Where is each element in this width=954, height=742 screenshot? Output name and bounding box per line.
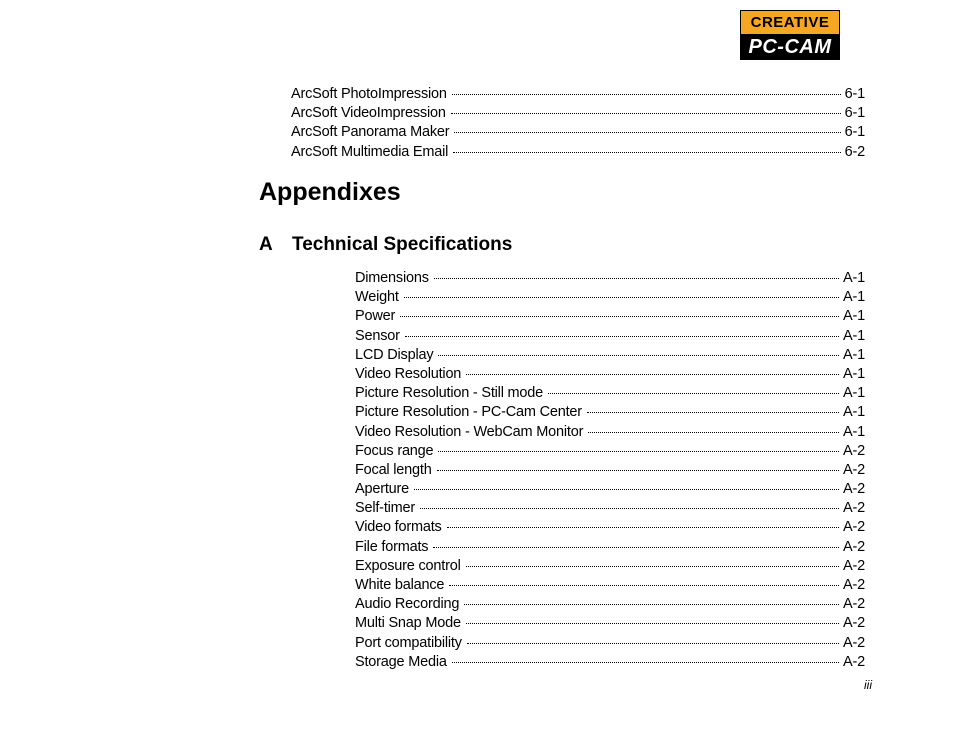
appendix-a-heading[interactable] [259,234,512,256]
toc-entry-page: A-2 [843,557,865,574]
toc-entry-page: 6-2 [844,143,865,160]
toc-entry-label: Video formats [355,519,442,536]
dot-leader [438,355,839,356]
dot-leader [400,316,839,317]
toc-entry-page: A-2 [843,442,865,459]
toc-entry[interactable] [355,366,865,385]
dot-leader [447,527,839,528]
dot-leader [438,451,839,452]
toc-entry-page: A-2 [843,577,865,593]
toc-entry-label: Self-timer [355,500,416,517]
toc-entry[interactable] [291,105,865,124]
toc-entry-page: 6-1 [844,86,865,102]
toc-entry-page: A-1 [843,308,865,325]
toc-entry-label: ArcSoft VideoImpression [291,105,446,122]
toc-entry[interactable] [355,308,865,327]
toc-entry-page: A-2 [843,500,865,517]
dot-leader [588,432,839,433]
toc-entry-page: A-1 [843,385,865,402]
dot-leader [449,585,839,586]
dot-leader [414,489,839,490]
toc-entry-page: A-2 [843,615,865,632]
dot-leader [437,470,839,471]
toc-entry-label: Focal length [355,461,432,478]
toc-entry-label: Video Resolution [355,365,462,382]
toc-entry-label: Port compatibility [355,634,462,651]
toc-entry-label: Video Resolution - WebCam Monitor [355,423,584,440]
dot-leader [453,152,840,153]
dot-leader [454,132,840,133]
toc-entry-label: Dimensions [355,270,429,286]
toc-entry[interactable] [355,558,865,577]
toc-entry-page: 6-1 [844,105,865,122]
toc-entry-page: A-1 [843,270,865,286]
appendix-letter: A [259,234,273,255]
toc-entry-label: Picture Resolution - Still mode [355,385,544,402]
dot-leader [420,508,839,509]
dot-leader [587,412,839,413]
toc-entry-label: White balance [355,577,445,593]
toc-entry-label: Aperture [355,481,410,498]
toc-entry-page: A-1 [843,365,865,382]
toc-entry-page: 6-1 [844,124,865,141]
toc-entry-label: Audio Recording [355,596,460,613]
toc-entry-page: A-2 [843,461,865,478]
dot-leader [464,604,839,605]
toc-entry-label: LCD Display [355,346,434,363]
toc-entry-label: Storage Media [355,653,447,670]
toc-entry[interactable] [355,462,865,481]
toc-entry-label: ArcSoft Panorama Maker [291,124,450,141]
toc-entry[interactable] [355,481,865,500]
appendix-title: Technical Specifications [292,234,513,255]
dot-leader [466,623,839,624]
dot-leader [404,297,839,298]
appendixes-heading: Appendixes [259,178,401,206]
toc-entry-label: Focus range [355,442,434,459]
toc-entry-label: Sensor [355,327,400,344]
dot-leader [452,662,839,663]
toc-entry-page: A-1 [843,404,865,421]
toc-entry[interactable] [355,289,865,308]
toc-entry[interactable] [355,654,865,673]
logo-brand: CREATIVE [741,11,839,35]
toc-entry-page: A-1 [843,327,865,344]
toc-entry[interactable] [355,385,865,404]
toc-entry[interactable] [355,539,865,558]
dot-leader [467,643,839,644]
toc-entry-page: A-1 [843,289,865,306]
dot-leader [433,547,839,548]
toc-entry-page: A-1 [843,346,865,363]
toc-software-list [291,86,865,163]
dot-leader [548,393,839,394]
toc-entry-page: A-2 [843,634,865,651]
dot-leader [452,94,841,95]
toc-entry[interactable] [355,519,865,538]
toc-entry-page: A-2 [843,481,865,498]
toc-entry[interactable] [291,86,865,105]
page-number: iii [864,678,872,692]
toc-entry-label: Power [355,308,396,325]
dot-leader [466,374,839,375]
logo-product: PC-CAM [741,35,839,60]
toc-entry[interactable] [291,124,865,143]
toc-entry[interactable] [355,635,865,654]
toc-entry-page: A-2 [843,519,865,536]
toc-entry-page: A-2 [843,596,865,613]
dot-leader [451,113,841,114]
toc-entry[interactable] [355,404,865,423]
toc-entry-label: Exposure control [355,557,461,574]
creative-pc-cam-logo [740,10,840,60]
toc-entry[interactable] [291,144,865,163]
toc-entry-label: File formats [355,538,429,555]
toc-entry-label: Multi Snap Mode [355,615,461,632]
toc-entry[interactable] [355,577,865,596]
toc-entry-label: Picture Resolution - PC-Cam Center [355,404,582,421]
toc-entry[interactable] [355,328,865,347]
toc-entry-page: A-1 [843,423,865,440]
toc-technical-specifications [355,270,865,673]
toc-entry[interactable] [355,424,865,443]
toc-entry[interactable] [355,615,865,634]
dot-leader [434,278,839,279]
toc-entry-label: ArcSoft Multimedia Email [291,143,449,160]
dot-leader [405,336,839,337]
toc-entry[interactable] [355,596,865,615]
toc-entry[interactable] [355,443,865,462]
toc-entry-label: Weight [355,289,399,306]
toc-entry[interactable] [355,500,865,519]
dot-leader [466,566,839,567]
toc-entry-page: A-2 [843,653,865,670]
toc-entry[interactable] [355,270,865,289]
toc-entry[interactable] [355,347,865,366]
toc-entry-page: A-2 [843,538,865,555]
toc-entry-label: ArcSoft PhotoImpression [291,86,447,102]
